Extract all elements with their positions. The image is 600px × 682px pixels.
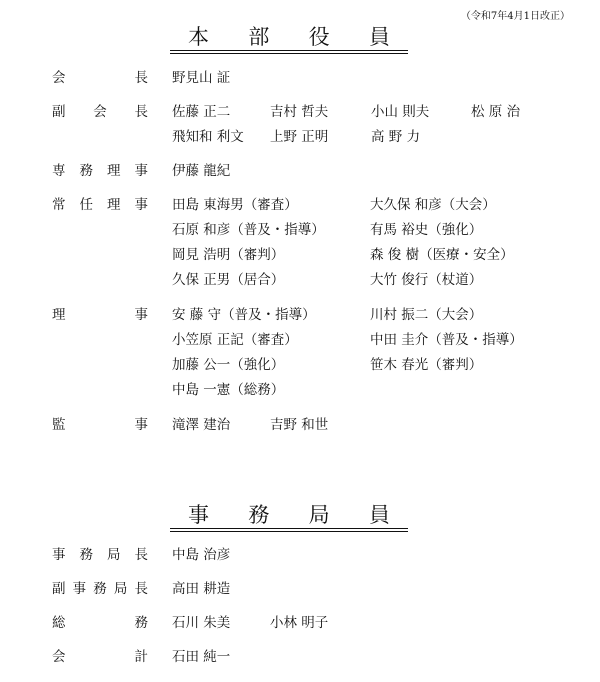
revision-note: （令和7年4月1日改正） <box>460 11 570 22</box>
role-label-secretary-general: 事 務 局 長 <box>52 547 148 563</box>
title-char: 役 <box>308 25 330 49</box>
member-name: 高田 耕造 <box>172 581 231 597</box>
section-title-secretariat <box>170 502 408 528</box>
member-name: 上野 正明 <box>270 129 329 145</box>
title-char: 務 <box>248 503 270 527</box>
member-name: 森 俊 樹（医療・安全） <box>370 247 514 263</box>
member-name: 大久保 和彦（大会） <box>370 197 496 213</box>
member-name: 佐藤 正二 <box>172 104 231 120</box>
role-label-accountant: 会 計 <box>52 649 148 665</box>
member-name: 中島 治彦 <box>172 547 231 563</box>
member-name: 安 藤 守（普及・指導） <box>172 307 316 323</box>
title-char: 本 <box>188 25 209 49</box>
role-label-deputy-secretary-general: 副 事 務 局 長 <box>52 581 148 597</box>
member-name: 滝澤 建治 <box>172 417 231 433</box>
member-name: 有馬 裕史（強化） <box>370 222 483 238</box>
role-label-director: 理 事 <box>52 307 148 323</box>
member-name: 川村 振二（大会） <box>370 307 483 323</box>
member-name: 飛知和 利文 <box>172 129 244 145</box>
member-name: 小林 明子 <box>270 615 329 631</box>
member-name: 伊藤 龍紀 <box>172 163 231 179</box>
member-name: 大竹 俊行（杖道） <box>370 272 483 288</box>
section-title-executives <box>170 24 408 50</box>
title-char: 員 <box>368 25 390 49</box>
title-char: 事 <box>188 503 209 527</box>
member-name: 小笠原 正記（審査） <box>172 332 298 348</box>
role-label-vice-chairman: 副 会 長 <box>52 104 148 120</box>
member-name: 高 野 力 <box>371 129 421 145</box>
member-name: 吉野 和世 <box>270 417 329 433</box>
title-char: 部 <box>248 25 270 49</box>
role-label-chairman: 会 長 <box>52 70 148 86</box>
title-char: 局 <box>308 503 330 527</box>
member-name: 石原 和彦（普及・指導） <box>172 222 325 238</box>
member-name: 中田 圭介（普及・指導） <box>370 332 523 348</box>
member-name: 久保 正男（居合） <box>172 272 285 288</box>
role-label-general-affairs: 総 務 <box>52 615 148 631</box>
member-name: 野見山 証 <box>172 70 231 86</box>
member-name: 石田 純一 <box>172 649 231 665</box>
member-name: 田島 東海男（審査） <box>172 197 298 213</box>
member-name: 松 原 治 <box>471 104 521 120</box>
member-name: 石川 朱美 <box>172 615 231 631</box>
member-name: 中島 一憲（総務） <box>172 382 285 398</box>
role-label-managing-director: 専 務 理 事 <box>52 163 148 179</box>
role-label-standing-director: 常 任 理 事 <box>52 197 148 213</box>
member-name: 小山 則夫 <box>371 104 430 120</box>
title-char: 員 <box>368 503 390 527</box>
member-name: 笹木 春光（審判） <box>370 357 483 373</box>
member-name: 加藤 公一（強化） <box>172 357 285 373</box>
member-name: 吉村 哲夫 <box>270 104 329 120</box>
role-label-auditor: 監 事 <box>52 417 148 433</box>
member-name: 岡見 浩明（審判） <box>172 247 285 263</box>
